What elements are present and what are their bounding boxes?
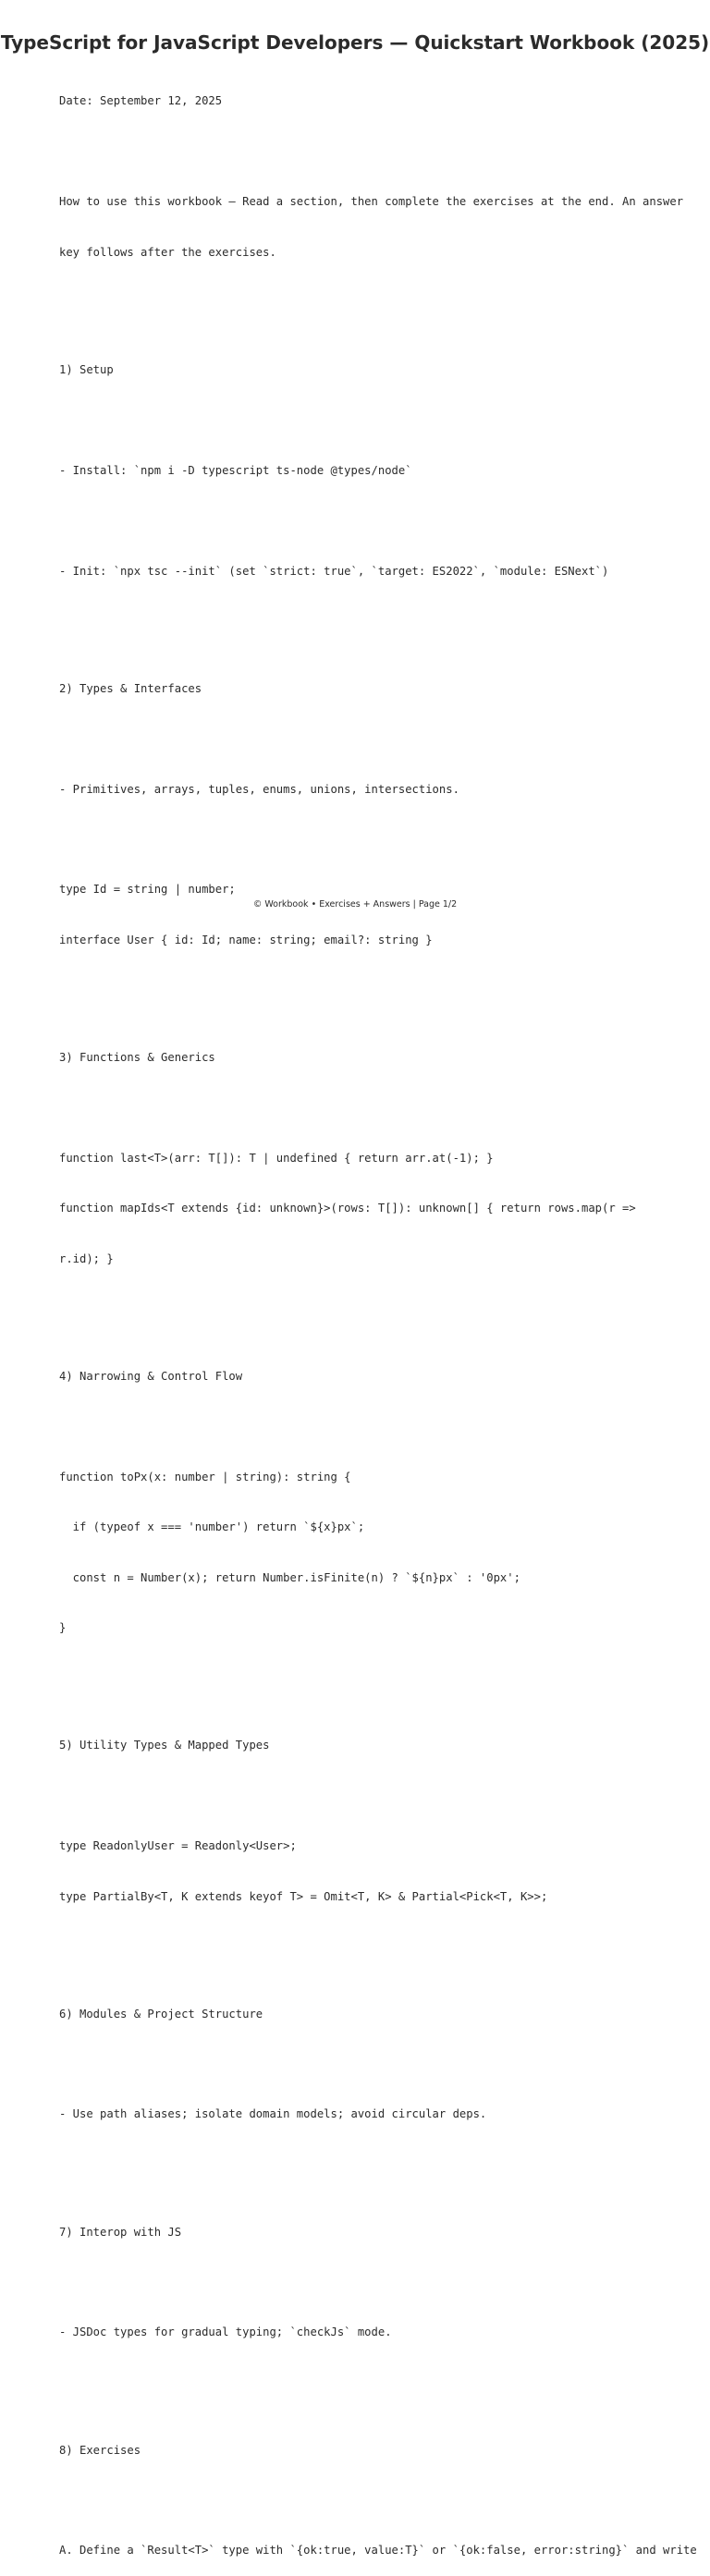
blank-line: [59, 613, 703, 629]
blank-line: [59, 2274, 703, 2290]
section-heading-interop: 7) Interop with JS: [59, 2225, 182, 2239]
blank-line: [59, 294, 703, 311]
document-body: [59, 59, 703, 2576]
blank-line: [59, 1938, 703, 1955]
code-line: function last<T>(arr: T[]): T | undefined { return arr.at(-1); }: [59, 1151, 494, 1165]
section-heading-setup: 1) Setup: [59, 362, 114, 376]
blank-line: [59, 1300, 703, 1317]
blank-line: [59, 831, 703, 848]
bullet-interop: - JSDoc types for gradual typing; `checkJs` mode.: [59, 2326, 392, 2339]
blank-line: [59, 2492, 703, 2509]
bullet-modules: - Use path aliases; isolate domain models; avoid circular deps.: [59, 2107, 487, 2121]
code-line: }: [59, 1621, 67, 1635]
section-heading-functions: 3) Functions & Generics: [59, 1050, 215, 1064]
blank-line: [59, 1418, 703, 1435]
code-line: if (typeof x === 'number') return `${x}px`;: [59, 1520, 365, 1534]
page-footer: © Workbook • Exercises + Answers | Page 1/2: [252, 899, 458, 910]
section-heading-utility-types: 5) Utility Types & Mapped Types: [59, 1739, 270, 1752]
code-line: function mapIds<T extends {id: unknown}>(rows: T[]): unknown[] { return rows.map(r =>: [59, 1202, 636, 1215]
document-title: TypeScript for JavaScript Developers — Quickstart Workbook (2025): [0, 31, 710, 54]
bullet-primitives: - Primitives, arrays, tuples, enums, unions, intersections.: [59, 782, 459, 796]
bullet-init: - Init: `npx tsc --init` (set `strict: true`, `target: ES2022`, `module: ESNext`): [59, 564, 609, 578]
intro-text: How to use this workbook — Read a section, then complete the exercises at the end. An answer: [59, 195, 684, 209]
code-line: interface User { id: Id; name: string; email?: string }: [59, 933, 433, 946]
blank-line: [59, 2056, 703, 2072]
code-line: function toPx(x: number | string): string {: [59, 1470, 351, 1483]
blank-line: [59, 512, 703, 529]
code-line: type ReadonlyUser = Readonly<User>;: [59, 1839, 297, 1853]
code-line: type Id = string | number;: [59, 883, 236, 897]
intro-text: key follows after the exercises.: [59, 245, 276, 259]
blank-line: [59, 730, 703, 747]
section-heading-narrowing: 4) Narrowing & Control Flow: [59, 1369, 243, 1383]
blank-line: [59, 2156, 703, 2173]
blank-line: [59, 1788, 703, 1804]
blank-line: [59, 1670, 703, 1687]
blank-line: [59, 143, 703, 160]
section-heading-modules: 6) Modules & Project Structure: [59, 2007, 263, 2021]
code-line: const n = Number(x); return Number.isFinite(n) ? `${n}px` : '0px';: [59, 1570, 520, 1584]
section-heading-types: 2) Types & Interfaces: [59, 681, 202, 695]
blank-line: [59, 411, 703, 428]
blank-line: [59, 1099, 703, 1116]
code-line: r.id); }: [59, 1251, 114, 1265]
bullet-install: - Install: `npm i -D typescript ts-node @types/node`: [59, 463, 412, 477]
exercise-a: A. Define a `Result<T>` type with `{ok:true, value:T}` or `{ok:false, error:string}` and write: [59, 2544, 697, 2558]
code-line: type PartialBy<T, K extends keyof T> = Omit<T, K> & Partial<Pick<T, K>>;: [59, 1889, 548, 1903]
blank-line: [59, 982, 703, 998]
blank-line: [59, 2375, 703, 2391]
section-heading-exercises: 8) Exercises: [59, 2443, 141, 2457]
document-date: Date: September 12, 2025: [59, 94, 223, 108]
